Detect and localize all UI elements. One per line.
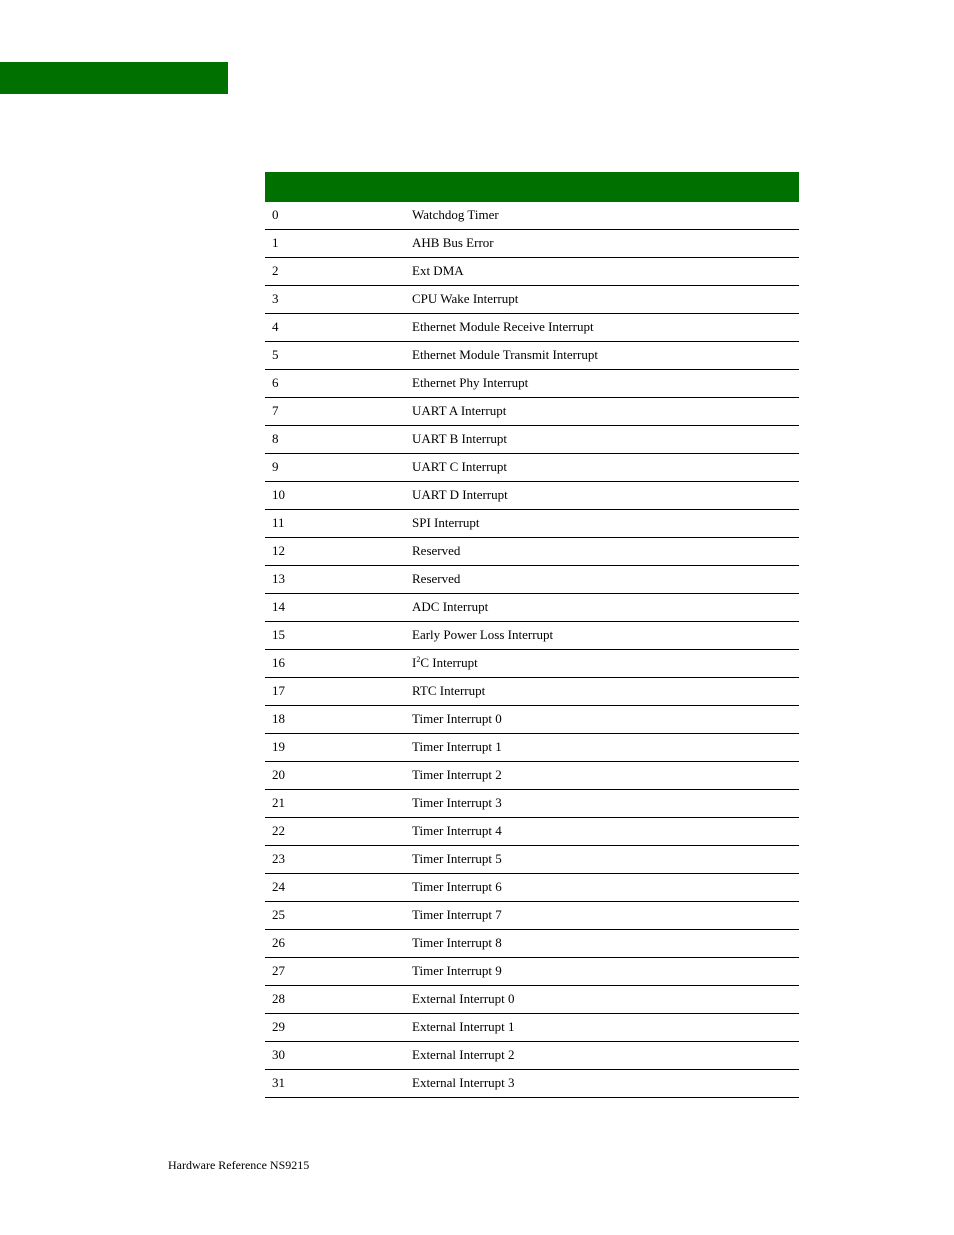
table-row xyxy=(265,258,799,286)
table-row xyxy=(265,230,799,258)
interrupt-source: UART B Interrupt xyxy=(412,431,508,446)
interrupt-number: 4 xyxy=(272,319,279,334)
table-row xyxy=(265,426,799,454)
table-row xyxy=(265,510,799,538)
table-row xyxy=(265,846,799,874)
interrupt-number: 3 xyxy=(272,291,279,306)
interrupt-number: 25 xyxy=(272,907,285,922)
interrupt-source: RTC Interrupt xyxy=(412,683,486,698)
chapter-header-bar xyxy=(0,62,228,94)
interrupt-number: 23 xyxy=(272,851,285,866)
interrupt-source: External Interrupt 0 xyxy=(412,991,515,1006)
table-row xyxy=(265,622,799,650)
interrupt-source: Timer Interrupt 1 xyxy=(412,739,502,754)
interrupt-number: 11 xyxy=(272,515,285,530)
interrupt-number: 8 xyxy=(272,431,279,446)
interrupt-number: 13 xyxy=(272,571,285,586)
interrupt-number: 24 xyxy=(272,879,285,894)
interrupt-number: 15 xyxy=(272,627,285,642)
interrupt-source: Reserved xyxy=(412,543,461,558)
page-footer: Hardware Reference NS9215 xyxy=(168,1158,310,1172)
table-row xyxy=(265,986,799,1014)
interrupt-number: 18 xyxy=(272,711,285,726)
table-row xyxy=(265,454,799,482)
interrupt-source: SPI Interrupt xyxy=(412,515,480,530)
interrupt-source: Timer Interrupt 4 xyxy=(412,823,502,838)
interrupt-source: UART D Interrupt xyxy=(412,487,508,502)
interrupt-source: Timer Interrupt 8 xyxy=(412,935,502,950)
interrupt-source: Timer Interrupt 6 xyxy=(412,879,502,894)
table-row xyxy=(265,566,799,594)
interrupt-source: Ext DMA xyxy=(412,263,464,278)
interrupt-number: 26 xyxy=(272,935,285,950)
table-row xyxy=(265,678,799,706)
interrupt-number: 21 xyxy=(272,795,285,810)
table-row xyxy=(265,902,799,930)
interrupt-source: UART A Interrupt xyxy=(412,403,507,418)
interrupt-number: 6 xyxy=(272,375,279,390)
interrupt-number: 28 xyxy=(272,991,285,1006)
table-row xyxy=(265,958,799,986)
table-row xyxy=(265,314,799,342)
table-row xyxy=(265,1042,799,1070)
interrupt-source: Reserved xyxy=(412,571,461,586)
table-row xyxy=(265,874,799,902)
interrupt-number: 7 xyxy=(272,403,279,418)
interrupt-number: 19 xyxy=(272,739,285,754)
table-row xyxy=(265,370,799,398)
interrupt-number: 9 xyxy=(272,459,279,474)
interrupt-source: Ethernet Phy Interrupt xyxy=(412,375,529,390)
interrupt-number: 12 xyxy=(272,543,285,558)
interrupt-source: CPU Wake Interrupt xyxy=(412,291,519,306)
table-row xyxy=(265,762,799,790)
interrupt-source: External Interrupt 2 xyxy=(412,1047,515,1062)
interrupt-source: Ethernet Module Transmit Interrupt xyxy=(412,347,598,362)
interrupt-number: 20 xyxy=(272,767,285,782)
interrupt-source: Ethernet Module Receive Interrupt xyxy=(412,319,594,334)
interrupt-source-suffix: C Interrupt xyxy=(420,655,478,670)
interrupt-number: 14 xyxy=(272,599,285,614)
interrupt-number: 16 xyxy=(272,655,285,670)
interrupt-source: External Interrupt 3 xyxy=(412,1075,515,1090)
interrupt-number: 10 xyxy=(272,487,285,502)
interrupt-source: Timer Interrupt 9 xyxy=(412,963,502,978)
table-row xyxy=(265,930,799,958)
interrupt-source xyxy=(412,655,478,671)
table-row xyxy=(265,398,799,426)
interrupt-source: AHB Bus Error xyxy=(412,235,494,250)
table-row xyxy=(265,538,799,566)
interrupt-number: 17 xyxy=(272,683,285,698)
interrupt-source-prefix: I xyxy=(412,655,417,670)
interrupt-source: Timer Interrupt 2 xyxy=(412,767,502,782)
table-header-bar xyxy=(265,172,799,202)
interrupt-source: External Interrupt 1 xyxy=(412,1019,515,1034)
interrupt-number: 5 xyxy=(272,347,279,362)
interrupt-source-superscript: 2 xyxy=(416,655,421,664)
interrupt-source: Watchdog Timer xyxy=(412,207,499,222)
interrupt-number: 29 xyxy=(272,1019,285,1034)
table-row xyxy=(265,818,799,846)
interrupt-number: 2 xyxy=(272,263,279,278)
table-row xyxy=(265,734,799,762)
table-row xyxy=(265,650,799,678)
interrupt-source: Early Power Loss Interrupt xyxy=(412,627,554,642)
interrupt-number: 1 xyxy=(272,235,279,250)
interrupt-number: 30 xyxy=(272,1047,285,1062)
table-row xyxy=(265,202,799,230)
interrupt-source: Timer Interrupt 5 xyxy=(412,851,502,866)
table-row xyxy=(265,790,799,818)
table-row xyxy=(265,482,799,510)
interrupt-number: 31 xyxy=(272,1075,285,1090)
interrupt-source: Timer Interrupt 3 xyxy=(412,795,502,810)
table-row xyxy=(265,594,799,622)
interrupt-source: ADC Interrupt xyxy=(412,599,489,614)
table-row xyxy=(265,286,799,314)
interrupt-number: 22 xyxy=(272,823,285,838)
interrupt-source: Timer Interrupt 7 xyxy=(412,907,502,922)
interrupt-number: 0 xyxy=(272,207,279,222)
table-row xyxy=(265,342,799,370)
table-row xyxy=(265,1070,799,1098)
interrupt-source: UART C Interrupt xyxy=(412,459,508,474)
table-row xyxy=(265,706,799,734)
interrupt-number: 27 xyxy=(272,963,285,978)
interrupt-source: Timer Interrupt 0 xyxy=(412,711,502,726)
table-row xyxy=(265,1014,799,1042)
interrupt-table xyxy=(265,172,799,1098)
